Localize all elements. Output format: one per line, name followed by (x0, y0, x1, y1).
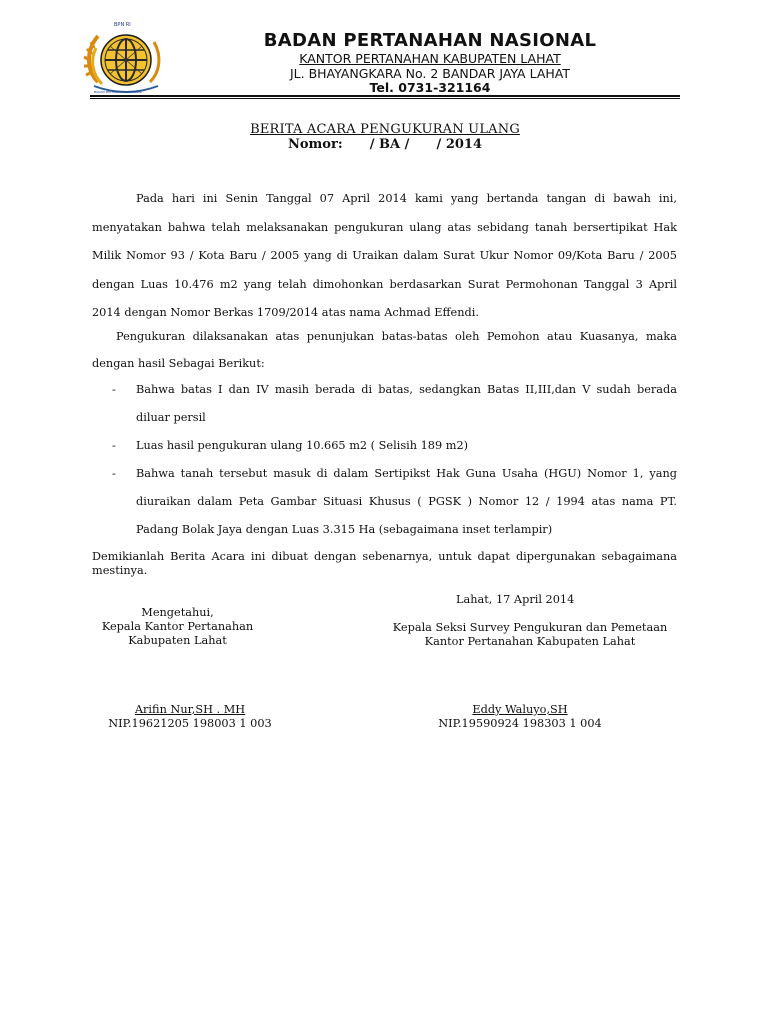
bullet-marker: - (112, 467, 116, 480)
right-signatory-name: Eddy Waluyo,SH (472, 703, 568, 716)
paragraph-1: Pada hari ini Senin Tanggal 07 April 2014 kami yang bertanda tangan di bawah ini, menyatakan bahwa telah melaksanakan pengukuran ulang atas sebidang tanah bersertipikat Hak Milik Nomor 93 / Kota Baru / 2005 yang di Uraikan dalam Surat Ukur Nomor 09/Kota Baru / 2005 dengan Luas 10.476 m2 yang telah dimohonkan berdasarkan Surat Permohonan Tanggal 3 April 2014 dengan Nomor Berkas 1709/2014 atas nama Achmad Effendi. (92, 192, 677, 319)
left-signatory-name: Arifin Nur,SH . MH (134, 703, 246, 716)
document-number: Nomor: / BA / / 2014 (287, 137, 483, 152)
list-item-text: Luas hasil pengukuran ulang 10.665 m2 ( Selisih 189 m2) (136, 439, 469, 452)
bullet-marker: - (112, 439, 116, 452)
office-name: KANTOR PERTANAHAN KABUPATEN LAHAT (299, 51, 561, 66)
bpn-logo (80, 20, 170, 100)
results-list (112, 376, 677, 544)
place-date: Lahat, 17 April 2014 (456, 593, 575, 606)
closing-paragraph: Demikianlah Berita Acara ini dibuat dengan sebenarnya, untuk dapat dipergunakan sebagaimana mestinya. (92, 550, 677, 577)
left-office: Kabupaten Lahat (128, 634, 227, 647)
list-item (112, 432, 677, 460)
right-signatory (400, 703, 640, 731)
right-position: Kepala Seksi Survey Pengukuran dan Pemetaan (392, 621, 668, 634)
list-item-text: Bahwa tanah tersebut masuk di dalam Sertipikst Hak Guna Usaha (HGU) Nomor 1, yang diuraikan dalam Peta Gambar Situasi Khusus ( PGSK ) Nomor 12 / 1994 atas nama PT. Padang Bolak Jaya dengan Luas 3.315 Ha (sebagaimana inset terlampir) (136, 467, 677, 536)
office-address: JL. BHAYANGKARA No. 2 BANDAR JAYA LAHAT (289, 66, 571, 81)
list-item (112, 376, 677, 432)
bullet-marker: - (112, 383, 116, 396)
right-office: Kantor Pertanahan Kabupaten Lahat (424, 635, 636, 648)
logo-caption: BADAN PERTANAHAN NASIONAL (94, 90, 143, 94)
list-item-text: Bahwa batas I dan IV masih berada di batas, sedangkan Batas II,III,dan V sudah berada diluar persil (136, 383, 677, 424)
list-item (112, 460, 677, 544)
document-title: BERITA ACARA PENGUKURAN ULANG (250, 122, 520, 137)
right-signatory-block (380, 621, 680, 649)
left-signatory (90, 703, 290, 731)
org-name: BADAN PERTANAHAN NASIONAL (263, 30, 597, 51)
left-signatory-block (90, 606, 265, 648)
paragraph-2: Pengukuran dilaksanakan atas penunjukan batas-batas oleh Pemohon atau Kuasanya, maka dengan hasil Sebagai Berikut: (92, 330, 677, 370)
header-rule-thick (90, 95, 680, 97)
office-phone: Tel. 0731-321164 (369, 80, 491, 95)
logo-top-text: BPN RI (114, 22, 131, 28)
left-position: Kepala Kantor Pertanahan (101, 620, 254, 633)
left-acknowledge: Mengetahui, (141, 606, 214, 619)
left-signatory-nip: NIP.19621205 198003 1 003 (108, 717, 272, 730)
right-signatory-nip: NIP.19590924 198303 1 004 (438, 717, 602, 730)
header-rule-thin (90, 98, 680, 99)
